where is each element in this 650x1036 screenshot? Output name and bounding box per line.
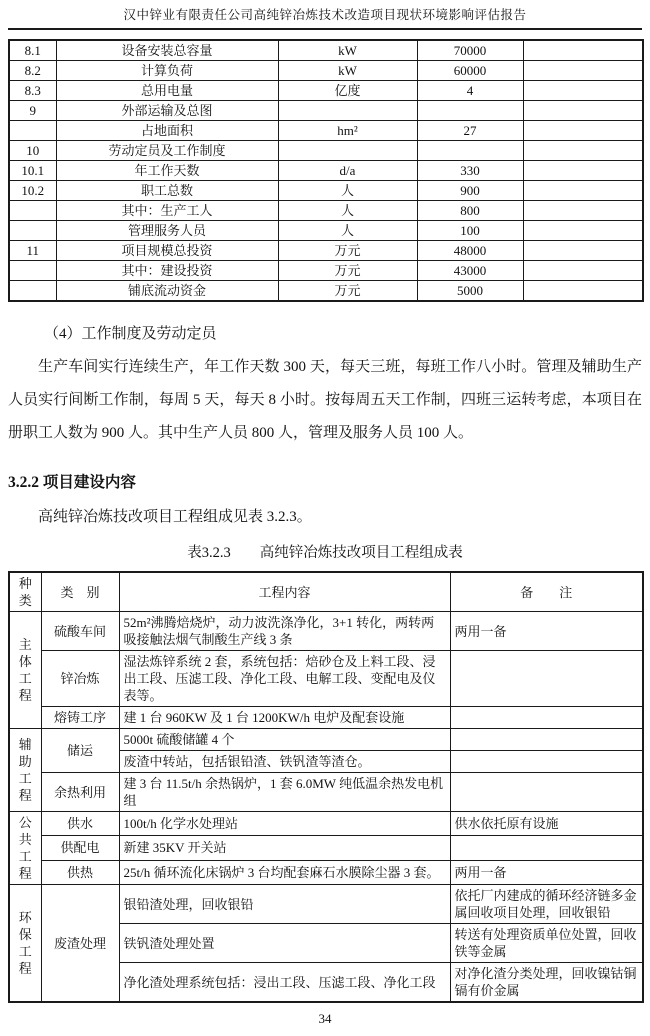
table-row <box>9 860 643 884</box>
table-row <box>9 836 643 860</box>
category-cell: 硫酸车间 <box>41 612 119 651</box>
table-cell: 10.1 <box>9 161 56 181</box>
table-cell: 27 <box>417 121 523 141</box>
table-cell: 万元 <box>278 281 417 302</box>
table-cell <box>523 161 643 181</box>
content-cell: 废渣中转站，包括银铅渣、铁钒渣等渣仓。 <box>119 751 450 773</box>
table-cell <box>523 181 643 201</box>
table-cell: 900 <box>417 181 523 201</box>
table-323-caption: 表3.2.3 高纯锌冶炼技改项目工程组成表 <box>187 545 463 561</box>
remark-cell: 两用一备 <box>450 612 643 651</box>
remark-cell: 转送有处理资质单位处置，回收铁等金属 <box>450 924 643 963</box>
kind-main-project: 主体工程 <box>9 612 41 729</box>
table-row <box>9 221 643 241</box>
table-cell <box>523 81 643 101</box>
content-cell: 建 1 台 960KW 及 1 台 1200KW/h 电炉及配套设施 <box>119 707 450 729</box>
table-row <box>9 281 643 302</box>
table-cell: 4 <box>417 81 523 101</box>
category-cell: 锌冶炼 <box>41 651 119 707</box>
table-row <box>9 241 643 261</box>
technical-spec-table <box>8 39 644 302</box>
table-cell: 其中：建设投资 <box>56 261 278 281</box>
spec-table-body <box>9 40 643 301</box>
remark-cell <box>450 751 643 773</box>
table-cell: 亿度 <box>278 81 417 101</box>
table-cell: 60000 <box>417 61 523 81</box>
table-cell: 外部运输及总图 <box>56 101 278 121</box>
table-cell <box>9 201 56 221</box>
table-cell: 人 <box>278 221 417 241</box>
table-cell: kW <box>278 40 417 61</box>
table-cell: 铺底流动资金 <box>56 281 278 302</box>
table-cell <box>523 281 643 302</box>
section-322-heading: 3.2.2 项目建设内容 <box>8 474 136 491</box>
header-remark: 备 注 <box>450 572 643 612</box>
table-cell: 43000 <box>417 261 523 281</box>
table-cell: kW <box>278 61 417 81</box>
content-cell: 银铅渣处理，回收银铅 <box>119 885 450 924</box>
table-cell <box>278 101 417 121</box>
table-cell: 万元 <box>278 261 417 281</box>
content-cell: 铁钒渣处理处置 <box>119 924 450 963</box>
table-header-row <box>9 572 643 612</box>
table-cell: 设备安装总容量 <box>56 40 278 61</box>
remark-cell: 依托厂内建成的循环经济链多金属回收项目处理，回收银铅 <box>450 885 643 924</box>
table-row <box>9 773 643 812</box>
content-cell: 建 3 台 11.5t/h 余热锅炉，1 套 6.0MW 纯低温余热发电机组 <box>119 773 450 812</box>
table-cell: 项目规模总投资 <box>56 241 278 261</box>
page-number: 34 <box>318 1011 332 1026</box>
table-cell: 劳动定员及工作制度 <box>56 141 278 161</box>
table-cell <box>523 221 643 241</box>
table-cell <box>9 261 56 281</box>
category-cell: 供配电 <box>41 836 119 860</box>
category-cell: 熔铸工序 <box>41 707 119 729</box>
table-row <box>9 40 643 61</box>
table-row <box>9 707 643 729</box>
table-cell <box>523 261 643 281</box>
content-cell: 100t/h 化学水处理站 <box>119 812 450 836</box>
table-row <box>9 885 643 924</box>
table-cell: 100 <box>417 221 523 241</box>
table-cell: 人 <box>278 181 417 201</box>
table-row <box>9 141 643 161</box>
table-cell <box>523 101 643 121</box>
table-row <box>9 729 643 751</box>
table-cell <box>9 121 56 141</box>
table-cell <box>523 201 643 221</box>
table-cell <box>523 141 643 161</box>
table-row <box>9 101 643 121</box>
table-cell: 800 <box>417 201 523 221</box>
table-row <box>9 812 643 836</box>
table-cell: d/a <box>278 161 417 181</box>
table-cell <box>417 141 523 161</box>
table-row <box>9 121 643 141</box>
table-row <box>9 81 643 101</box>
table-cell: 10 <box>9 141 56 161</box>
table-row <box>9 161 643 181</box>
table-cell: 万元 <box>278 241 417 261</box>
table-cell: 8.1 <box>9 40 56 61</box>
remark-cell: 供水依托原有设施 <box>450 812 643 836</box>
table-row <box>9 612 643 651</box>
content-cell: 新建 35KV 开关站 <box>119 836 450 860</box>
table-cell: 8.2 <box>9 61 56 81</box>
category-cell: 储运 <box>41 729 119 773</box>
table-cell: 年工作天数 <box>56 161 278 181</box>
content-cell: 25t/h 循环流化床锅炉 3 台均配套麻石水膜除尘器 3 套。 <box>119 860 450 884</box>
kind-auxiliary-project: 辅助工程 <box>9 729 41 812</box>
content-cell: 湿法炼锌系统 2 套，系统包括：焙砂仓及上料工段、浸出工段、压滤工段、净化工段、电解工段、变配电及仪表等。 <box>119 651 450 707</box>
table-cell: hm² <box>278 121 417 141</box>
kind-environment-project: 环保工程 <box>9 885 41 1003</box>
table-cell: 9 <box>9 101 56 121</box>
remark-cell <box>450 773 643 812</box>
section-322-intro: 高纯锌冶炼技改项目工程组成见表 3.2.3。 <box>38 509 312 525</box>
table-cell: 11 <box>9 241 56 261</box>
table-cell <box>278 141 417 161</box>
table-cell <box>417 101 523 121</box>
table-cell <box>523 121 643 141</box>
remark-cell <box>450 729 643 751</box>
table-cell: 人 <box>278 201 417 221</box>
project-composition-table <box>8 571 644 1003</box>
table-cell: 10.2 <box>9 181 56 201</box>
table-cell <box>523 61 643 81</box>
header-category: 类 别 <box>41 572 119 612</box>
table-cell: 其中：生产工人 <box>56 201 278 221</box>
remark-cell <box>450 836 643 860</box>
table-cell: 330 <box>417 161 523 181</box>
table-cell: 总用电量 <box>56 81 278 101</box>
table-cell <box>9 221 56 241</box>
table-cell: 管理服务人员 <box>56 221 278 241</box>
remark-cell <box>450 707 643 729</box>
remark-cell <box>450 651 643 707</box>
category-cell: 余热利用 <box>41 773 119 812</box>
table-row <box>9 181 643 201</box>
table-cell: 占地面积 <box>56 121 278 141</box>
running-head <box>8 0 642 30</box>
category-cell: 供水 <box>41 812 119 836</box>
category-cell: 废渣处理 <box>41 885 119 1003</box>
running-head-title: 汉中锌业有限责任公司高纯锌冶炼技术改造项目现状环境影响评估报告 <box>123 8 527 22</box>
table-cell: 计算负荷 <box>56 61 278 81</box>
table-cell: 职工总数 <box>56 181 278 201</box>
remark-cell: 对净化渣分类处理，回收镍钴铜镉有价金属 <box>450 963 643 1003</box>
table-cell: 5000 <box>417 281 523 302</box>
content-cell: 净化渣处理系统包括：浸出工段、压滤工段、净化工段 <box>119 963 450 1003</box>
table-row <box>9 651 643 707</box>
table-row <box>9 201 643 221</box>
header-kind: 种类 <box>9 572 41 612</box>
content-cell: 5000t 硫酸储罐 4 个 <box>119 729 450 751</box>
table-row <box>9 261 643 281</box>
table-cell <box>523 40 643 61</box>
content-cell: 52m²沸腾焙烧炉，动力波洗涤净化，3+1 转化，两转两吸接触法烟气制酸生产线 3 条 <box>119 612 450 651</box>
table-cell: 70000 <box>417 40 523 61</box>
work-system-paragraph: 生产车间实行连续生产，年工作天数 300 天，每天三班，每班工作八小时。管理及辅助生产人员实行间断工作制，每周 5 天，每天 8 小时。按每周五天工作制，四班三运转考虑，本项目在册职工人数为 900 人。其中生产人员 800 人，管理及服务人员 100 人。 <box>8 359 642 441</box>
table-cell <box>9 281 56 302</box>
work-system-heading: （4）工作制度及劳动定员 <box>44 326 217 342</box>
header-content: 工程内容 <box>119 572 450 612</box>
kind-public-project: 公共工程 <box>9 812 41 885</box>
table-cell: 48000 <box>417 241 523 261</box>
table-row <box>9 61 643 81</box>
table-cell: 8.3 <box>9 81 56 101</box>
remark-cell: 两用一备 <box>450 860 643 884</box>
category-cell: 供热 <box>41 860 119 884</box>
table-cell <box>523 241 643 261</box>
